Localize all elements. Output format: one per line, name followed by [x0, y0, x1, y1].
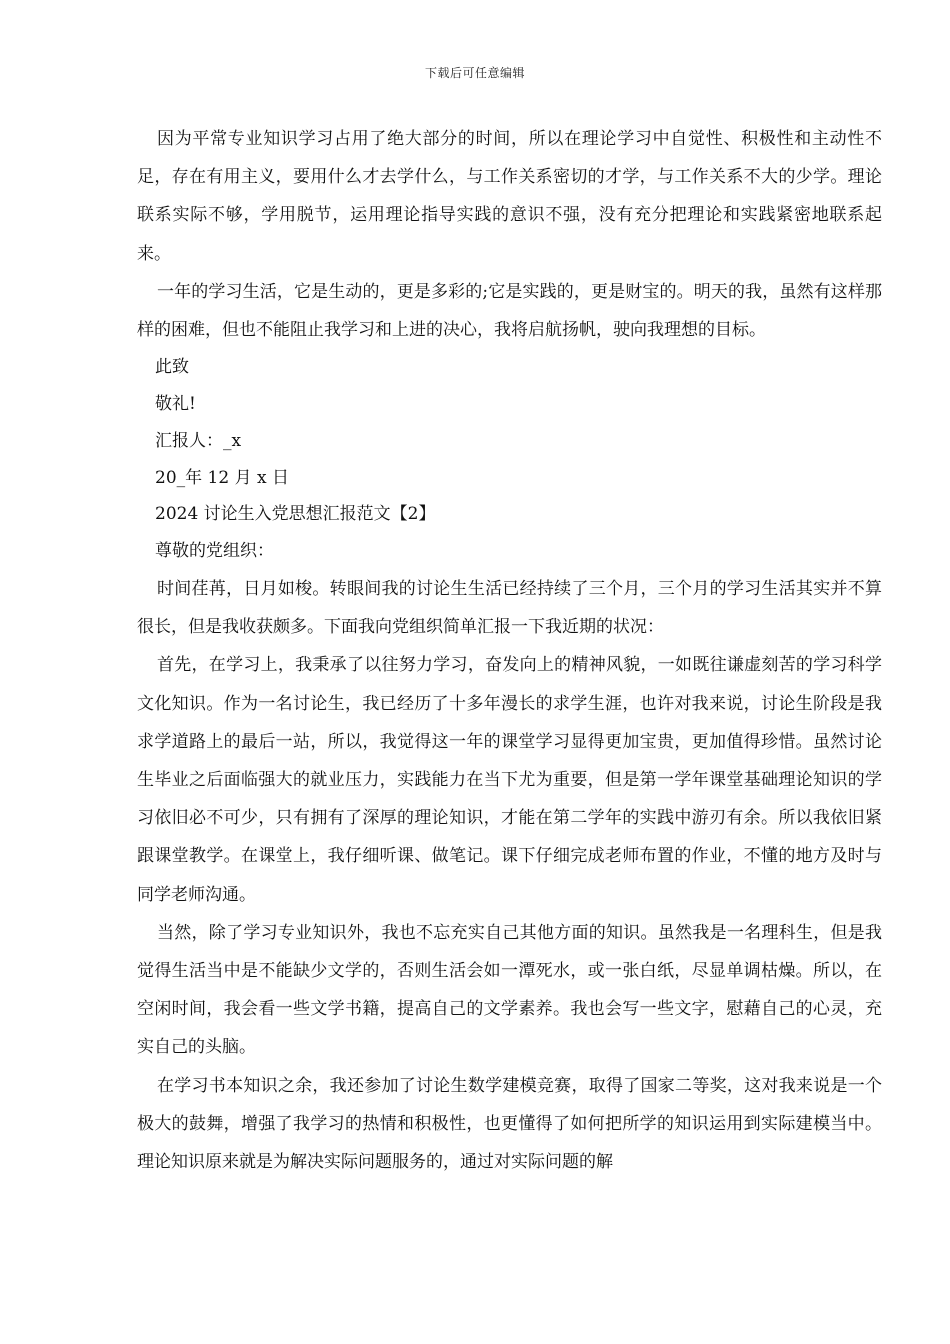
paragraph-year-reflection: 一年的学习生活，它是生动的，更是多彩的;它是实践的，更是财宝的。明天的我，虽然有这样那样的困难，但也不能阻止我学习和上进的决心，我将启航扬帆，驶向我理想的目标。	[137, 281, 882, 341]
paragraph-modeling-contest: 在学习书本知识之余，我还参加了讨论生数学建模竞赛，取得了国家二等奖，这对我来说是一个极大的鼓舞，增强了我学习的热情和积极性，也更懂得了如何把所学的知识运用到实际建模当中。理论知识原来就是为解决实际问题服务的，通过对实际问题的解	[137, 1075, 882, 1173]
closing-cizhi: 此致	[155, 357, 189, 378]
paragraph-study-attitude: 首先，在学习上，我秉承了以往努力学习，奋发向上的精神风貌，一如既往谦虚刻苦的学习科学文化知识。作为一名讨论生，我已经历了十多年漫长的求学生涯，也许对我来说，讨论生阶段是我求学道路上的最后一站，所以，我觉得这一年的课堂学习显得更加宝贵，更加值得珍惜。虽然讨论生毕业之后面临强大的就业压力，实践能力在当下尤为重要，但是第一学年课堂基础理论知识的学习依旧必不可少，只有拥有了深厚的理论知识，才能在第二学年的实践中游刃有余。所以我依旧紧跟课堂教学。在课堂上，我仔细听课、做笔记。课下仔细完成老师布置的作业，不懂的地方及时与同学老师沟通。	[137, 655, 882, 905]
paragraph-other-knowledge: 当然，除了学习专业知识外，我也不忘充实自己其他方面的知识。虽然我是一名理科生，但是我觉得生活当中是不能缺少文学的，否则生活会如一潭死水，或一张白纸，尽显单调枯燥。所以，在空闲时间，我会看一些文学书籍，提高自己的文学素养。我也会写一些文字，慰藉自己的心灵，充实自己的头脑。	[137, 922, 882, 1058]
report-date: 20_年 12 月 x 日	[155, 467, 289, 488]
paragraph-three-months: 时间荏苒，日月如梭。转眼间我的讨论生生活已经持续了三个月，三个月的学习生活其实并不算很长，但是我收获颇多。下面我向党组织简单汇报一下我近期的状况：	[137, 579, 882, 638]
section-title-2: 2024 讨论生入党思想汇报范文【2】	[155, 504, 436, 525]
paragraph-study-shortcomings: 因为平常专业知识学习占用了绝大部分的时间，所以在理论学习中自觉性、积极性和主动性不足，存在有用主义，要用什么才去学什么，与工作关系密切的才学，与工作关系不大的少学。理论联系实际不够，学用脱节，运用理论指导实践的意识不强，没有充分把理论和实践紧密地联系起来。	[137, 129, 882, 264]
page-header-note: 下载后可任意编辑	[424, 66, 525, 80]
closing-jingli: 敬礼!	[155, 394, 196, 415]
reporter-signature: 汇报人：_x	[155, 430, 242, 451]
salutation: 尊敬的党组织：	[155, 541, 274, 562]
document-body	[137, 120, 882, 1323]
